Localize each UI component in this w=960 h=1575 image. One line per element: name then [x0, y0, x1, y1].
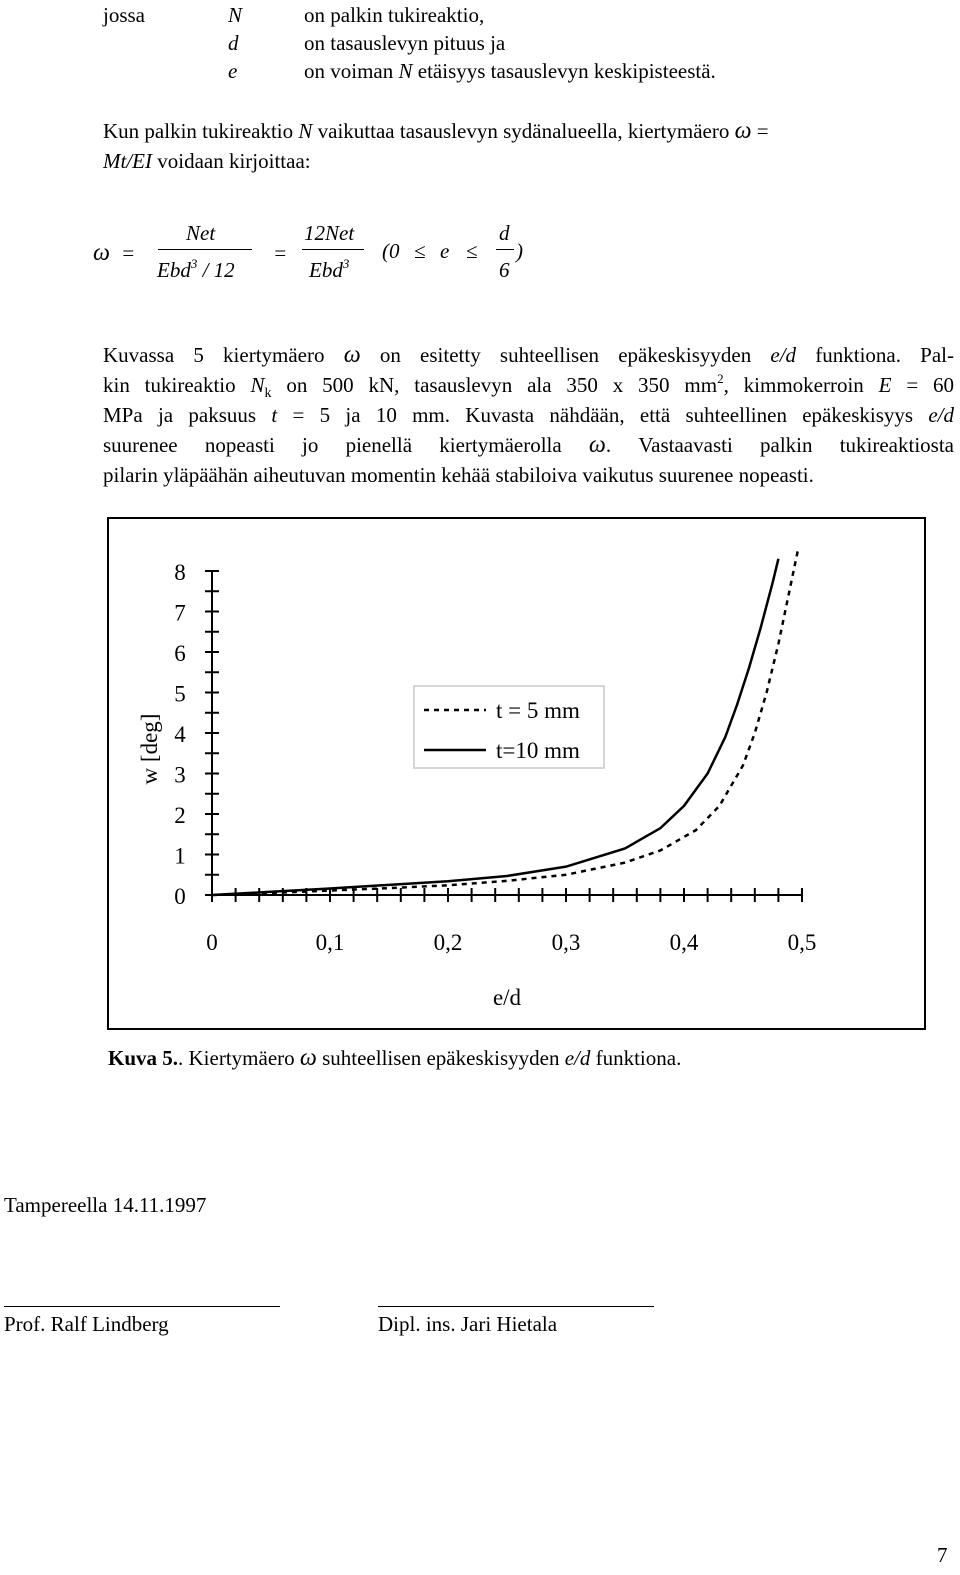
caption-label: Kuva 5. — [108, 1046, 179, 1070]
formula-numerator: 12Net — [304, 221, 355, 245]
formula-equals: = — [121, 241, 136, 265]
signature-name: Dipl. ins. Jari Hietala — [378, 1312, 558, 1336]
formula-numerator: d — [499, 221, 510, 245]
x-axis-label: e/d — [492, 985, 522, 1010]
fraction-bar — [302, 249, 364, 250]
place-date: Tampereella 14.11.1997 — [4, 1193, 207, 1217]
definition-symbol: e — [228, 59, 238, 83]
signature-name: Prof. Ralf Lindberg — [4, 1312, 169, 1336]
x-tick-label: 0,5 — [787, 930, 817, 955]
y-tick-label: 0 — [174, 884, 186, 909]
page-number: 7 — [937, 1543, 948, 1567]
formula-numerator: Net — [186, 221, 216, 245]
definition-symbol: N — [228, 3, 243, 27]
paragraph-line: Kuvassa 5 kiertymäero ω on esitetty suhteellisen epäkeskisyyden e/d funktiona. Pal- — [103, 342, 955, 368]
intro-text: Kun palkin tukireaktio — [103, 119, 299, 143]
intro-text: = — [751, 119, 769, 143]
definition-text: on palkin tukireaktio, — [304, 3, 485, 27]
legend-label: t = 5 mm — [496, 698, 580, 723]
x-tick-label: 0,3 — [551, 930, 581, 955]
y-tick-label: 4 — [174, 722, 186, 747]
figure-caption: Kuva 5.. Kiertymäero ω suhteellisen epäkeskisyyden e/d funktiona. — [108, 1045, 682, 1071]
formula-denominator: Ebd$^3$ — [309, 256, 350, 282]
chart-frame — [107, 517, 926, 1030]
signature-line — [4, 1306, 280, 1307]
definition-symbol: d — [228, 31, 239, 55]
y-tick-label: 6 — [174, 641, 186, 666]
y-tick-label: 3 — [174, 762, 186, 788]
paragraph-line: pilarin yläpäähän aiheutuvan momentin kehää stabiloiva vaikutus suurenee nopeasti. — [103, 463, 814, 487]
y-tick-label: 5 — [174, 681, 186, 707]
y-tick-label: 2 — [174, 803, 186, 828]
omega-symbol: ω — [93, 240, 110, 266]
paragraph-line: suurenee nopeasti jo pienellä kiertymäerolla ω. Vastaavasti palkin tukireaktiosta — [103, 432, 954, 458]
signature-line — [378, 1306, 654, 1307]
y-axis-label: w [deg] — [137, 713, 162, 785]
intro-symbol: Mt/EI — [103, 149, 152, 173]
intro-text: voidaan kirjoittaa: — [151, 149, 311, 173]
x-tick-label: 0,1 — [315, 930, 345, 955]
definition-text: on tasauslevyn pituus ja — [304, 31, 506, 55]
omega-symbol: ω — [588, 432, 606, 458]
intro-symbol: N — [298, 119, 313, 143]
paragraph-line: kin tukireaktio $N_k$ on 500 kN, tasauslevyn ala 350 x 350 $mm^2$, kimmokerroin E = 60 — [103, 371, 955, 401]
condition-close: ) — [516, 239, 523, 263]
formula-equals: = — [273, 241, 288, 265]
x-tick-label: 0,4 — [669, 930, 699, 955]
line-chart — [109, 519, 924, 1028]
omega-symbol: ω — [299, 1045, 317, 1071]
le-symbol: ≤ — [466, 239, 478, 263]
omega-symbol: ω — [734, 118, 752, 144]
paragraph-line: MPa ja paksuus t = 5 ja 10 mm. Kuvasta nähdään, että suhteellinen epäkeskisyys e/d — [103, 403, 954, 427]
condition-open: (0 — [382, 239, 400, 263]
definition-lead: jossa — [103, 3, 145, 27]
formula-denominator: 6 — [499, 258, 510, 282]
y-tick-label: 8 — [174, 560, 186, 585]
y-tick-label: 1 — [174, 843, 186, 869]
omega-symbol: ω — [343, 342, 361, 368]
fraction-bar — [158, 249, 252, 250]
legend-label: t=10 mm — [496, 738, 580, 763]
x-tick-label: 0,2 — [433, 930, 463, 955]
intro-text: vaikuttaa tasauslevyn sydänalueella, kiertymäero — [312, 119, 735, 143]
le-symbol: ≤ — [414, 239, 426, 263]
x-tick-label: 0 — [206, 930, 218, 955]
formula-denominator: Ebd$^3$ / 12 — [157, 256, 235, 282]
y-tick-label: 7 — [174, 600, 186, 626]
intro-line-2 — [103, 146, 311, 176]
condition-e: e — [440, 239, 450, 263]
intro-line-1 — [103, 116, 955, 146]
fraction-bar — [496, 249, 514, 250]
definition-text: on voiman N etäisyys tasauslevyn keskipisteestä. — [304, 59, 716, 83]
